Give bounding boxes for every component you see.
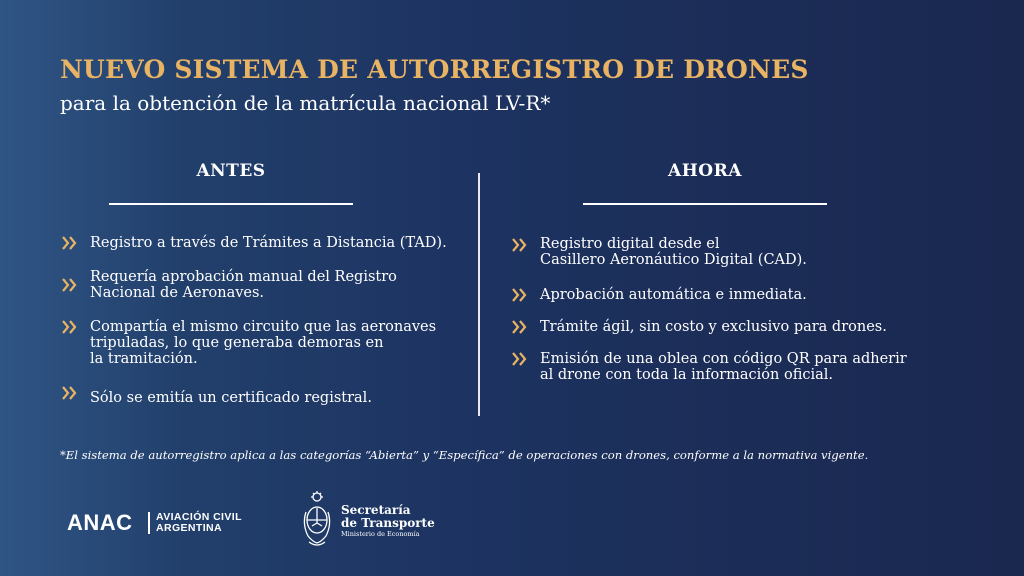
secretaria-transporte-logo	[341, 504, 435, 539]
page-subtitle: para la obtención de la matrícula nacional LV-R*	[60, 91, 551, 115]
anac-logo-name: ANAC	[67, 510, 133, 535]
column-before-rule	[109, 203, 353, 205]
before-item-text: Sólo se emitía un certificado registral.	[90, 390, 372, 406]
column-divider	[478, 173, 480, 416]
double-chevron-right-icon	[62, 278, 78, 292]
now-item-text: Aprobación automática e inmediata.	[540, 287, 807, 303]
now-item-text: Trámite ágil, sin costo y exclusivo para drones.	[540, 319, 887, 335]
secretaria-line-2: de Transporte	[341, 516, 435, 530]
column-now-heading: AHORA	[668, 161, 742, 181]
now-item-text: Registro digital desde el Casillero Aeronáutico Digital (CAD).	[540, 236, 807, 268]
double-chevron-right-icon	[512, 320, 528, 334]
before-item-text: Requería aprobación manual del Registro Nacional de Aeronaves.	[90, 269, 397, 301]
footnote: *El sistema de autorregistro aplica a las categorías “Abierta” y “Específica” de operaciones con drones, conforme a la normativa vigente.	[60, 448, 869, 462]
double-chevron-right-icon	[62, 386, 78, 400]
national-seal-icon	[300, 490, 334, 550]
secretaria-line-3: Ministerio de Economía	[341, 530, 420, 538]
double-chevron-right-icon	[62, 320, 78, 334]
column-before-heading: ANTES	[196, 161, 266, 181]
page-title: NUEVO SISTEMA DE AUTORREGISTRO DE DRONES	[60, 55, 809, 84]
anac-logo-separator	[148, 512, 150, 534]
double-chevron-right-icon	[512, 288, 528, 302]
double-chevron-right-icon	[512, 352, 528, 366]
before-item-text: Compartía el mismo circuito que las aeronaves tripuladas, lo que generaba demoras en la tramitación.	[90, 319, 437, 367]
double-chevron-right-icon	[62, 236, 78, 250]
column-now-rule	[583, 203, 827, 205]
before-item-text: Registro a través de Trámites a Distancia (TAD).	[90, 235, 447, 251]
anac-logo-subtitle: AVIACIÓN CIVIL ARGENTINA	[156, 511, 242, 534]
secretaria-line-1: Secretaría	[341, 503, 411, 517]
now-item-text: Emisión de una oblea con código QR para adherir al drone con toda la información oficial.	[540, 351, 907, 383]
double-chevron-right-icon	[512, 238, 528, 252]
